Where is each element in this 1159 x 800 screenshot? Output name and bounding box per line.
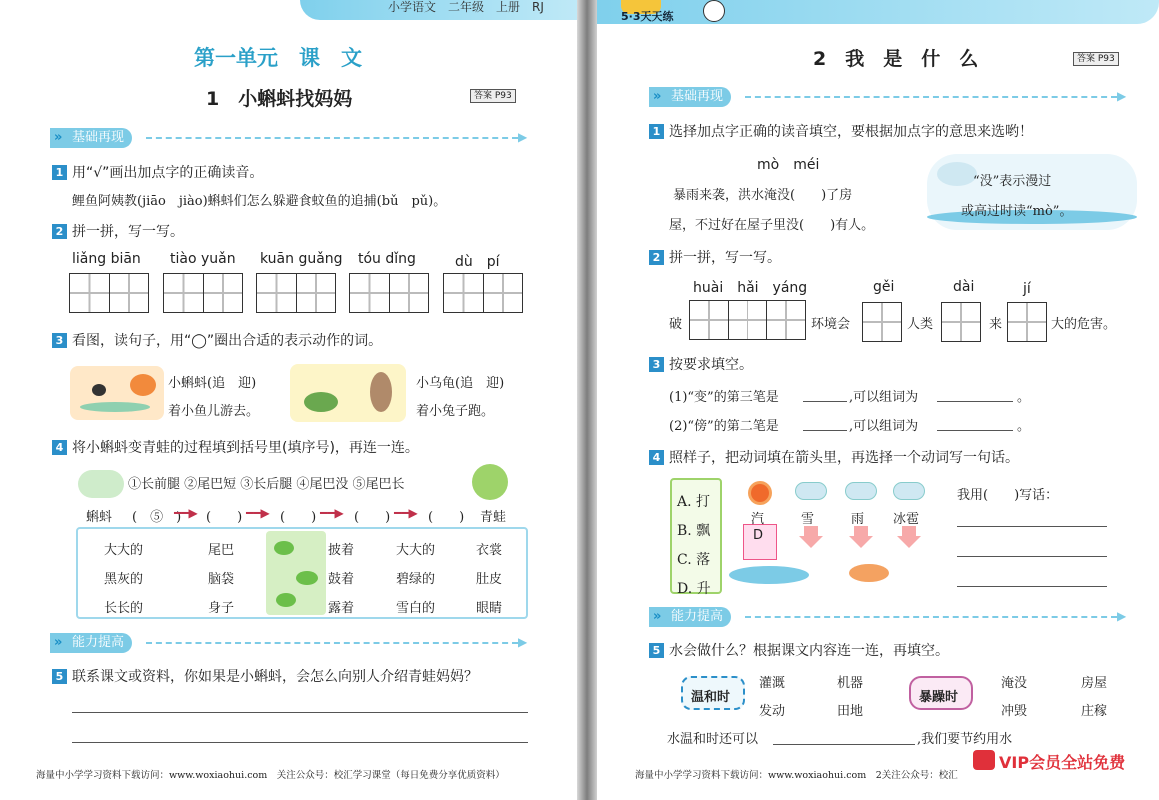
- section-ability: 能力提高 » ▶: [649, 607, 1129, 629]
- match-verbs: 披着 鼓着 露着: [328, 543, 355, 616]
- write-prompt: 我用( )写话：: [957, 488, 1059, 503]
- q4-start: 蝌蚪: [86, 510, 113, 525]
- q3-sentence-1a: 小蝌蚪(追 迎): [168, 376, 257, 391]
- weather-label-2: 雪: [801, 512, 815, 527]
- write-box[interactable]: [1007, 302, 1047, 342]
- q1-sentence: 鲤鱼阿姨教(jiāo jiào)蝌蚪们怎么躲避食蚊鱼的追捕(bǔ pǔ)。: [72, 194, 447, 209]
- section-ability: 能力提高 » ▶: [50, 633, 530, 655]
- write-box[interactable]: [256, 273, 336, 313]
- cloud-icon: [795, 482, 827, 500]
- write-box[interactable]: [941, 302, 981, 342]
- q3-line-1a: (1)“变”的第三笔是: [669, 390, 779, 405]
- hint-line-1: “没”表示漫过: [973, 174, 1052, 189]
- chevron-icon: »: [54, 130, 63, 145]
- q2-pinyin-2: tiào yuǎn: [170, 251, 236, 267]
- sample-answer: D: [753, 528, 764, 543]
- match-left-adj: 大大的 黑灰的 长长的: [104, 543, 144, 616]
- fill-blank[interactable]: [803, 430, 847, 431]
- arrow-icon: ━━▶: [320, 506, 344, 520]
- q2-word-5: 大的危害。: [1051, 317, 1117, 332]
- pond-illustration: [266, 531, 326, 615]
- q4-blank[interactable]: ( ): [354, 510, 391, 525]
- q1-line-2: 屋，不过好在屋子里没( )有人。: [669, 218, 875, 233]
- q3-sentence-1b: 着小鱼儿游去。: [168, 404, 260, 419]
- answer-line[interactable]: [72, 742, 528, 743]
- q2-pinyin-3: dài: [953, 279, 975, 295]
- hint-line-2: 或高过时读“mò”。: [961, 204, 1073, 219]
- arrow-down-icon: [849, 536, 873, 548]
- vip-banner[interactable]: VIP会员全站免费: [999, 750, 1125, 773]
- sun-icon: [751, 484, 769, 502]
- chevron-icon: »: [653, 89, 662, 104]
- answer-badge: 答案 P93: [1073, 52, 1119, 66]
- tadpole-icon: [78, 470, 124, 498]
- q4-blank[interactable]: ( ): [280, 510, 317, 525]
- q3-end-2: 。: [1017, 419, 1031, 434]
- q1-line-1: 暴雨来袭，洪水淹没( )了房: [673, 188, 853, 203]
- arrow-down-icon: [799, 536, 823, 548]
- q1-prompt: 1 选择加点字正确的读音填空，要根据加点字的意思来选哟！: [649, 121, 1033, 141]
- arrow-icon: ━━▶: [174, 506, 198, 520]
- section-basic: 基础再现 » ▶: [649, 87, 1129, 109]
- fill-text-2: ,我们要节约用水: [917, 732, 1013, 747]
- section-basic-label: 基础再现: [649, 87, 731, 107]
- q2-pinyin-3: kuān guǎng: [260, 251, 343, 267]
- arrow-icon: ━━▶: [246, 506, 270, 520]
- chevron-icon: »: [54, 635, 63, 650]
- match-left-noun: 尾巴 脑袋 身子: [208, 543, 235, 616]
- answer-line[interactable]: [957, 586, 1107, 587]
- write-box[interactable]: [862, 302, 902, 342]
- write-box[interactable]: [69, 273, 149, 313]
- q2-word-3: 人类: [907, 317, 934, 332]
- left-page: [0, 0, 577, 800]
- write-box[interactable]: [349, 273, 429, 313]
- section-ability-label: 能力提高: [649, 607, 731, 627]
- q4-blank[interactable]: ( ): [206, 510, 243, 525]
- q4-prompt: 4 将小蝌蚪变青蛙的过程填到括号里(填序号)，再连一连。: [52, 437, 419, 457]
- cloud-icon: [893, 482, 925, 500]
- lesson-title: 1 小蝌蚪找妈妈: [206, 88, 353, 110]
- section-basic: 基础再现 » ▶: [50, 128, 530, 150]
- q4-end: 青蛙: [480, 510, 507, 525]
- q3-prompt: 3 按要求填空。: [649, 354, 753, 374]
- q3-sentence-2a: 小乌龟(追 迎): [416, 376, 505, 391]
- q2-prompt: 2 拼一拼，写一写。: [649, 247, 781, 267]
- q4-steps: ①长前腿 ②尾巴短 ③长后腿 ④尾巴没 ⑤尾巴长: [128, 477, 405, 492]
- q2-pinyin-1: liǎng biān: [72, 251, 141, 267]
- answer-line[interactable]: [957, 526, 1107, 527]
- q2-pinyin-4: jí: [1023, 281, 1031, 297]
- write-box[interactable]: [689, 300, 806, 340]
- q3-end-1: 。: [1017, 390, 1031, 405]
- footer-text: 海量中小学学习资料下载访问：www.woxiaohui.com 2关注公众号：校汇: [635, 770, 958, 781]
- q3-line-2b: ,可以组词为: [849, 419, 919, 434]
- write-box[interactable]: [443, 273, 523, 313]
- tadpole-fish-illustration: [70, 366, 164, 420]
- q3-line-2a: (2)“傍”的第二笔是: [669, 419, 779, 434]
- q2-word-2: 环境会: [811, 317, 851, 332]
- answer-line[interactable]: [72, 712, 528, 713]
- verb-options: A. 打 B. 飘 C. 落 D. 升: [677, 494, 711, 597]
- arrow-down-icon: [897, 536, 921, 548]
- header-band: [597, 0, 1159, 24]
- frog-icon: [472, 464, 508, 500]
- weather-label-3: 雨: [851, 512, 865, 527]
- book-gutter: [577, 0, 597, 800]
- weather-label-1: 汽: [751, 512, 765, 527]
- q2-pinyin-2: gěi: [873, 279, 895, 295]
- q1-pinyin: mò méi: [757, 157, 820, 173]
- q2-word-1: 破: [669, 317, 683, 332]
- q4-blank[interactable]: ( ): [428, 510, 465, 525]
- q1-prompt: 1 用“√”画出加点字的正确读音。: [52, 162, 263, 182]
- q2-pinyin-5: dù pí: [455, 254, 500, 270]
- q2-pinyin-1: huài hǎi yáng: [693, 280, 808, 296]
- footer-text: 海量中小学学习资料下载访问：www.woxiaohui.com 关注公众号：校汇学习课堂（每日免费分享优质资料）: [36, 770, 505, 781]
- lesson-title: 2 我 是 什 么: [813, 48, 979, 70]
- fill-blank[interactable]: [803, 401, 847, 402]
- q2-prompt: 2 拼一拼，写一写。: [52, 221, 184, 241]
- cloud-icon: [845, 482, 877, 500]
- section-basic-label: 基础再现: [50, 128, 132, 148]
- match-right-adj: 大大的 碧绿的 雪白的: [396, 543, 436, 616]
- answer-badge: 答案 P93: [470, 89, 516, 103]
- unit-title: 第一单元 课 文: [194, 46, 362, 70]
- col-2: 机器 田地: [837, 676, 864, 719]
- weather-label-4: 冰雹: [893, 512, 920, 527]
- turtle-rabbit-illustration: [290, 364, 406, 422]
- fill-blank[interactable]: [773, 744, 915, 745]
- fill-blank[interactable]: [937, 430, 1013, 431]
- q4-first: ( ⑤ ): [132, 510, 182, 525]
- col-4: 房屋 庄稼: [1081, 676, 1108, 719]
- q2-word-4: 来: [989, 317, 1003, 332]
- header-text: 小学语文 二年级 上册 RJ: [388, 0, 544, 14]
- mascot-icon: [703, 0, 725, 22]
- q3-line-1b: ,可以组词为: [849, 390, 919, 405]
- q2-pinyin-4: tóu dǐng: [358, 251, 416, 267]
- q5-prompt: 5 水会做什么？根据课文内容连一连，再填空。: [649, 640, 949, 660]
- answer-line[interactable]: [957, 556, 1107, 557]
- q3-prompt: 3 看图，读句子，用“◯”圈出合适的表示动作的词。: [52, 330, 382, 350]
- chevron-icon: »: [653, 609, 662, 624]
- logo-text: 5·3天天练: [621, 10, 674, 23]
- write-box[interactable]: [163, 273, 243, 313]
- fill-blank[interactable]: [937, 401, 1013, 402]
- weather-illustration: [723, 480, 943, 590]
- q5-prompt: 5 联系课文或资料，你如果是小蝌蚪，会怎么向别人介绍青蛙妈妈？: [52, 666, 478, 686]
- arrow-icon: ━━▶: [394, 506, 418, 520]
- vip-icon: [973, 750, 995, 770]
- gentle-label: 温和时: [691, 690, 731, 705]
- fill-text-1: 水温和时还可以: [667, 732, 759, 747]
- match-right-noun: 衣裳 肚皮 眼睛: [476, 543, 503, 616]
- section-ability-label: 能力提高: [50, 633, 132, 653]
- violent-label: 暴躁时: [919, 690, 959, 705]
- q4-prompt: 4 照样子，把动词填在箭头里，再选择一个动词写一句话。: [649, 447, 1019, 467]
- col-3: 淹没 冲毁: [1001, 676, 1028, 719]
- col-1: 灌溉 发动: [759, 676, 786, 719]
- right-page: [597, 0, 1159, 800]
- q3-sentence-2b: 着小兔子跑。: [416, 404, 495, 419]
